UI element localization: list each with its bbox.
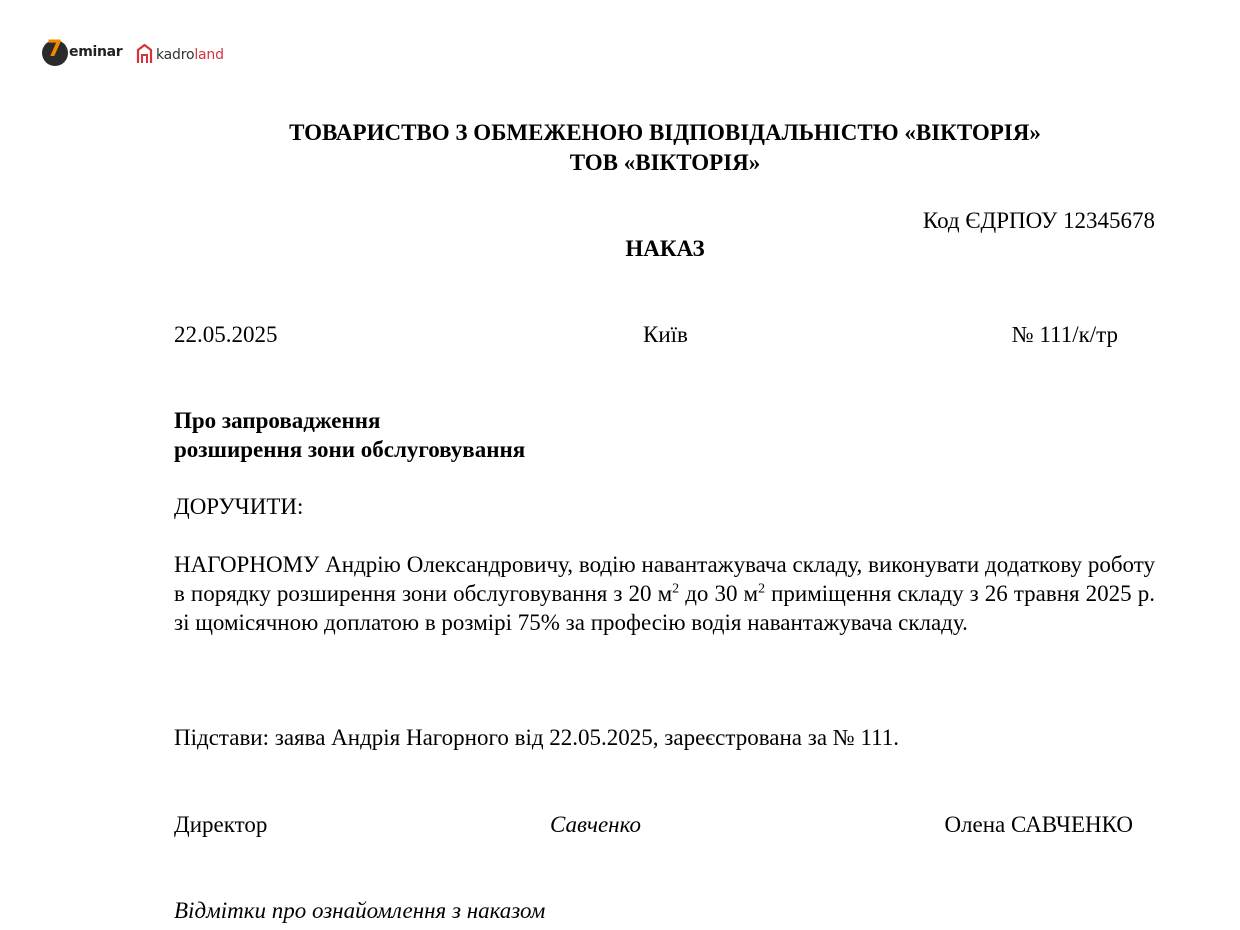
signatory-position: Директор [174, 812, 268, 837]
order-city: Київ [643, 322, 688, 347]
order-number: № 111/к/тр [1011, 322, 1118, 347]
basis-line: Підстави: заява Андрія Нагорного від 22.05.2025, зареєстрована за № 111. [174, 725, 900, 750]
org-short-name: ТОВ «ВІКТОРІЯ» [569, 150, 761, 175]
superscript-1: 2 [672, 581, 680, 597]
paragraph-part-2: до 30 м [679, 581, 759, 606]
house-icon [136, 43, 153, 64]
subject-line-2: розширення зони обслуговування [174, 437, 526, 462]
directive: ДОРУЧИТИ: [174, 494, 304, 519]
subject-line-1: Про запровадження [174, 408, 381, 433]
org-full-name: ТОВАРИСТВО З ОБМЕЖЕНОЮ ВІДПОВІДАЛЬНІСТЮ «ВІКТОРІЯ» [289, 120, 1041, 145]
order-date: 22.05.2025 [174, 322, 278, 347]
kadroland-text-accent: land [194, 47, 224, 63]
kadroland-logo-text [156, 47, 224, 63]
signatory-name: Олена САВЧЕНКО [944, 812, 1133, 837]
superscript-2: 2 [758, 581, 766, 597]
edrpou-code: Код ЄДРПОУ 12345678 [922, 208, 1155, 233]
paragraph-part-1: НАГОРНОМУ Андрію Олександровичу, водію навантажувача складу, виконувати додаткову роботу в порядку розширення зони обслуговування з 20 м [174, 552, 1155, 606]
seminar-logo-text: eminar [69, 44, 123, 60]
kadroland-text-main: kadro [156, 47, 195, 63]
signature: Савченко [550, 812, 641, 837]
order-paragraph [174, 550, 1155, 637]
paragraph-part-3: приміщення складу з 26 травня 2025 р. зі щомісячною доплатою в розмірі 75% за професію водія навантажувача складу. [174, 581, 1155, 635]
seminar-logo-digit: 7 [47, 37, 63, 62]
doc-title: НАКАЗ [625, 236, 705, 261]
acknowledgement-note: Відмітки про ознайомлення з наказом [174, 898, 546, 923]
